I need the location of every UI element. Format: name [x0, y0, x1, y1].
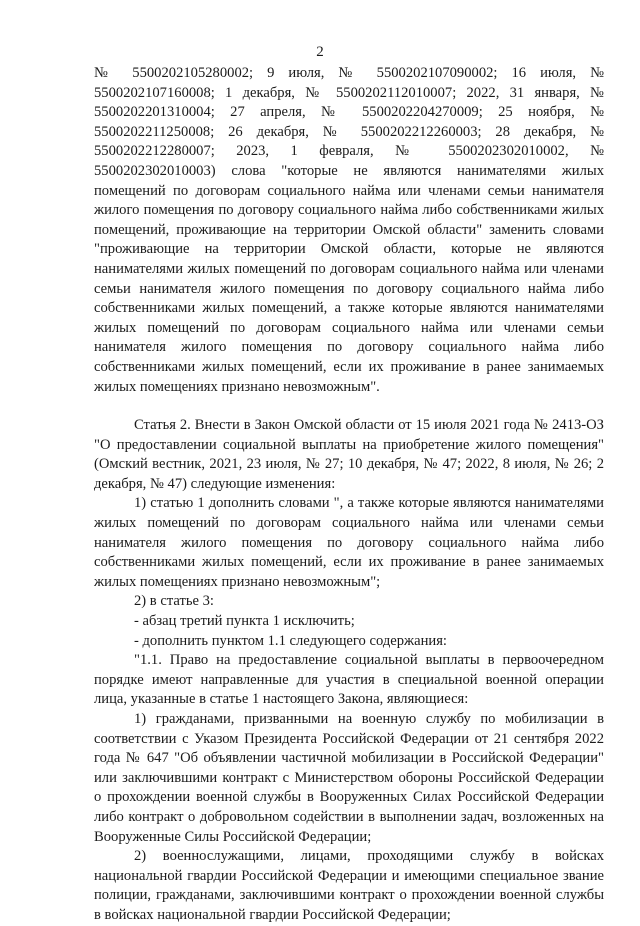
paragraph-clause-1-1: "1.1. Право на предоставление социальной выплаты в первоочередном порядке имеют направленные для участия в специальной военной операции лица, указанные в статье 1 настоящего Закона, являющиеся:: [94, 652, 604, 708]
paragraph-item-1: 1) статью 1 дополнить словами ", а также которые являются нанимателями жилых помещений по договорам социального найма или членами семьи нанимателя жилого помещения по договору социального найма либо собственниками жилых помещений, если их проживание в ранее занимаемых жилых помещениях признано невозможным";: [94, 495, 604, 590]
paragraph-subitem-1: 1) гражданами, призванными на военную службу по мобилизации в соответствии с Указом Президента Российской Федерации от 21 сентября 2022 года № 647 "Об объявлении частичной мобилизации в Российской Федерации" или заключившими контракт с Министерством обороны Российской Федерации о прохождении военной службы в Вооруженных Силах Российской Федерации либо контракт о добровольном содействии в выполнении задач, возложенных на Вооруженные Силы Российской Федерации;: [94, 711, 604, 845]
paragraph-gap: [94, 397, 604, 416]
paragraph-dash-2: - дополнить пунктом 1.1 следующего содержания:: [134, 632, 447, 649]
paragraph-article-2: Статья 2. Внести в Закон Омской области от 15 июля 2021 года № 2413-ОЗ "О предоставлении социальной выплаты на приобретение жилого помещения" (Омский вестник, 2021, 23 июля, № 27; 10 декабря, № 47; 2022, 8 июля, № 26; 2 декабря, № 47) следующие изменения:: [94, 417, 604, 492]
paragraph-subitem-2: 2) военнослужащими, лицами, проходящими службу в войсках национальной гвардии Российской Федерации и имеющими специальное звание полиции, гражданами, заключившими контракт о прохождении военной службы в войсках национальной гвардии Российской Федерации;: [94, 848, 604, 923]
page-number: 2: [316, 44, 324, 60]
paragraph-dash-1: - абзац третий пункта 1 исключить;: [134, 613, 355, 630]
paragraph-item-2: 2) в статье 3:: [134, 593, 214, 610]
paragraph-amendment-text: № 5500202105280002; 9 июля, № 5500202107090002; 16 июля, № 5500202107160008; 1 декабря, № 5500202112010007; 2022, 31 января, № 5500202201310004; 27 апреля, № 5500202204270009; 25 ноября, № 5500202211250008; 26 декабря, № 5500202212260003; 28 декабря, № 5500202212280007; 2023, 1 февраля, № 5500202302010002, № 5500202302010003) слова "которые не являются нанимателями жилых помещений по договорам социального найма или членами семьи нанимателя жилого помещения по договору социального найма либо собственниками жилых помещений, проживающие на территории Омской области" заменить словами "проживающие на территории Омской области, которые не являются нанимателями жилых помещений по договорам социального найма или членами семьи нанимателя жилого помещения по договору социального найма либо собственниками жилых помещений, а также которые являются нанимателями жилых помещений по договорам социального найма или членами семьи нанимателя жилого помещения по договору социального найма либо собственниками жилых помещений, если их проживание в ранее занимаемых жилых помещениях признано невозможным".: [94, 65, 604, 395]
document-body: [94, 64, 604, 926]
